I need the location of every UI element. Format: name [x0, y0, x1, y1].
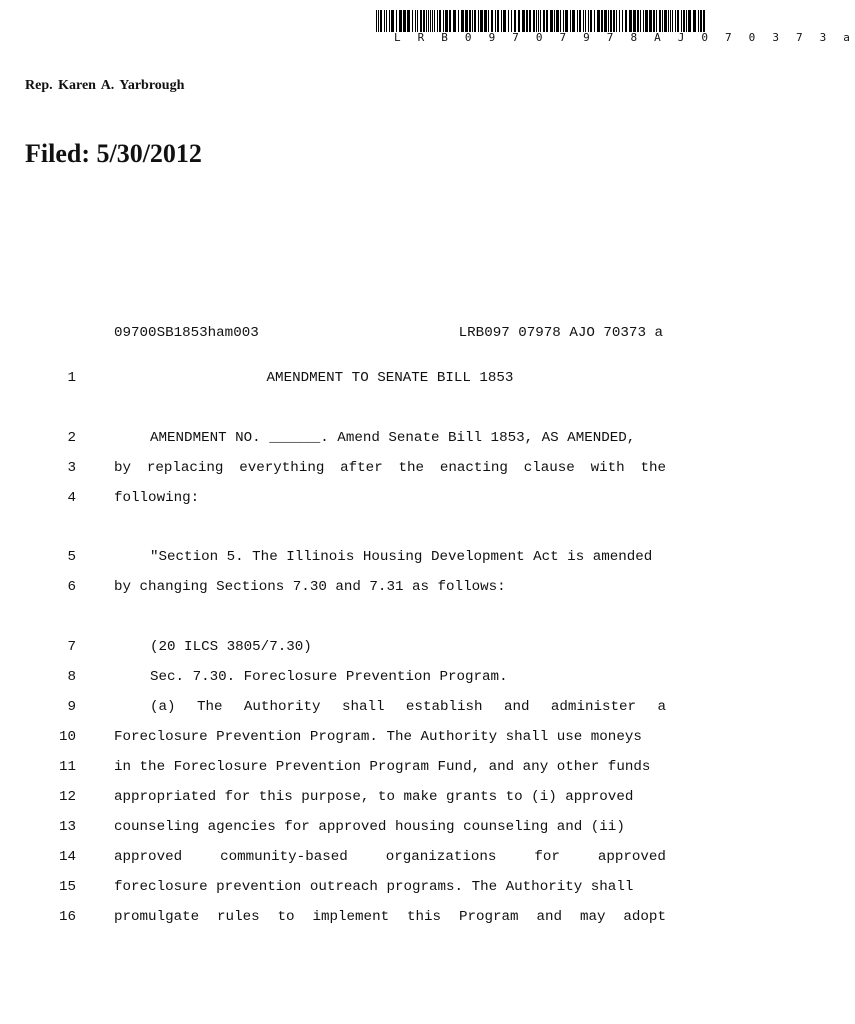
line-number: 7	[67, 639, 76, 655]
line-text: foreclosure prevention outreach programs. The Authority shall	[114, 879, 634, 895]
text-line	[0, 639, 770, 659]
text-line	[0, 819, 770, 839]
word: Authority	[243, 699, 321, 715]
text-line	[0, 460, 770, 480]
text-line	[0, 729, 770, 749]
barcode	[376, 10, 855, 44]
word: and	[536, 909, 563, 925]
text-line	[0, 759, 770, 779]
text-line	[0, 849, 770, 869]
line-number: 1	[67, 370, 76, 386]
amendment-title: AMENDMENT TO SENATE BILL 1853	[266, 370, 514, 386]
word: approved	[597, 849, 666, 865]
line-number: 15	[58, 879, 76, 895]
word: a	[657, 699, 666, 715]
line-text: AMENDMENT NO. ______. Amend Senate Bill 1853, AS AMENDED,	[150, 430, 636, 446]
word: The	[196, 699, 223, 715]
line-number: 12	[58, 789, 76, 805]
line-text-justified	[114, 909, 666, 925]
line-number: 3	[67, 460, 76, 476]
text-line	[0, 490, 770, 510]
line-number: 6	[67, 579, 76, 595]
word: replacing	[146, 460, 224, 476]
text-line	[0, 789, 770, 809]
word: establish	[405, 699, 483, 715]
lrb-number: LRB097 07978 AJO 70373 a	[458, 325, 663, 341]
line-text: "Section 5. The Illinois Housing Development Act is amended	[150, 549, 653, 565]
line-text: (20 ILCS 3805/7.30)	[150, 639, 312, 655]
word: shall	[341, 699, 385, 715]
word: enacting	[439, 460, 508, 476]
document-id: 09700SB1853ham003	[114, 325, 259, 341]
text-line	[0, 549, 770, 569]
word: implement	[312, 909, 390, 925]
line-number: 8	[67, 669, 76, 685]
line-number: 16	[58, 909, 76, 925]
barcode-text: L R B 0 9 7 0 7 9 7 8 A J 0 7 0 3 7 3 a	[394, 31, 855, 44]
text-line	[0, 879, 770, 899]
word: and	[503, 699, 530, 715]
text-line	[0, 909, 770, 929]
sponsor-name: Rep. Karen A. Yarbrough	[25, 78, 185, 93]
line-number: 2	[67, 430, 76, 446]
word: approved	[114, 849, 183, 865]
filed-date: Filed: 5/30/2012	[25, 139, 202, 168]
word: administer	[550, 699, 637, 715]
barcode-bars	[376, 10, 706, 32]
text-line	[0, 699, 770, 719]
word: rules	[217, 909, 260, 925]
word: the	[640, 460, 666, 476]
word: everything	[239, 460, 325, 476]
line-text: counseling agencies for approved housing counseling and (ii)	[114, 819, 625, 835]
line-text-justified	[114, 460, 666, 476]
line-text: Foreclosure Prevention Program. The Authority shall use moneys	[114, 729, 642, 745]
line-text: following:	[114, 490, 200, 506]
word: for	[534, 849, 560, 865]
line-number: 14	[58, 849, 76, 865]
text-line	[0, 669, 770, 689]
text-line	[0, 430, 770, 450]
word: may	[579, 909, 606, 925]
word: this	[407, 909, 442, 925]
line-text-justified	[114, 849, 666, 865]
text-line	[0, 370, 770, 390]
word: organizations	[385, 849, 497, 865]
word: promulgate	[114, 909, 200, 925]
word: Program	[458, 909, 519, 925]
word: (a)	[150, 699, 176, 715]
word: by	[114, 460, 132, 476]
word: clause	[523, 460, 575, 476]
line-number: 4	[67, 490, 76, 506]
line-text-justified	[150, 699, 666, 715]
line-text: in the Foreclosure Prevention Program Fund, and any other funds	[114, 759, 651, 775]
line-number: 5	[67, 549, 76, 565]
line-number: 9	[67, 699, 76, 715]
line-number: 11	[58, 759, 76, 775]
word: after	[340, 460, 383, 476]
line-text: appropriated for this purpose, to make grants to (i) approved	[114, 789, 634, 805]
line-text: by changing Sections 7.30 and 7.31 as follows:	[114, 579, 506, 595]
line-number: 13	[58, 819, 76, 835]
word: to	[277, 909, 295, 925]
line-number: 10	[58, 729, 76, 745]
word: adopt	[623, 909, 666, 925]
word: with	[590, 460, 625, 476]
word: community-based	[220, 849, 348, 865]
section-heading: Sec. 7.30. Foreclosure Prevention Program.	[150, 669, 508, 685]
word: the	[398, 460, 425, 476]
text-line	[0, 579, 770, 599]
